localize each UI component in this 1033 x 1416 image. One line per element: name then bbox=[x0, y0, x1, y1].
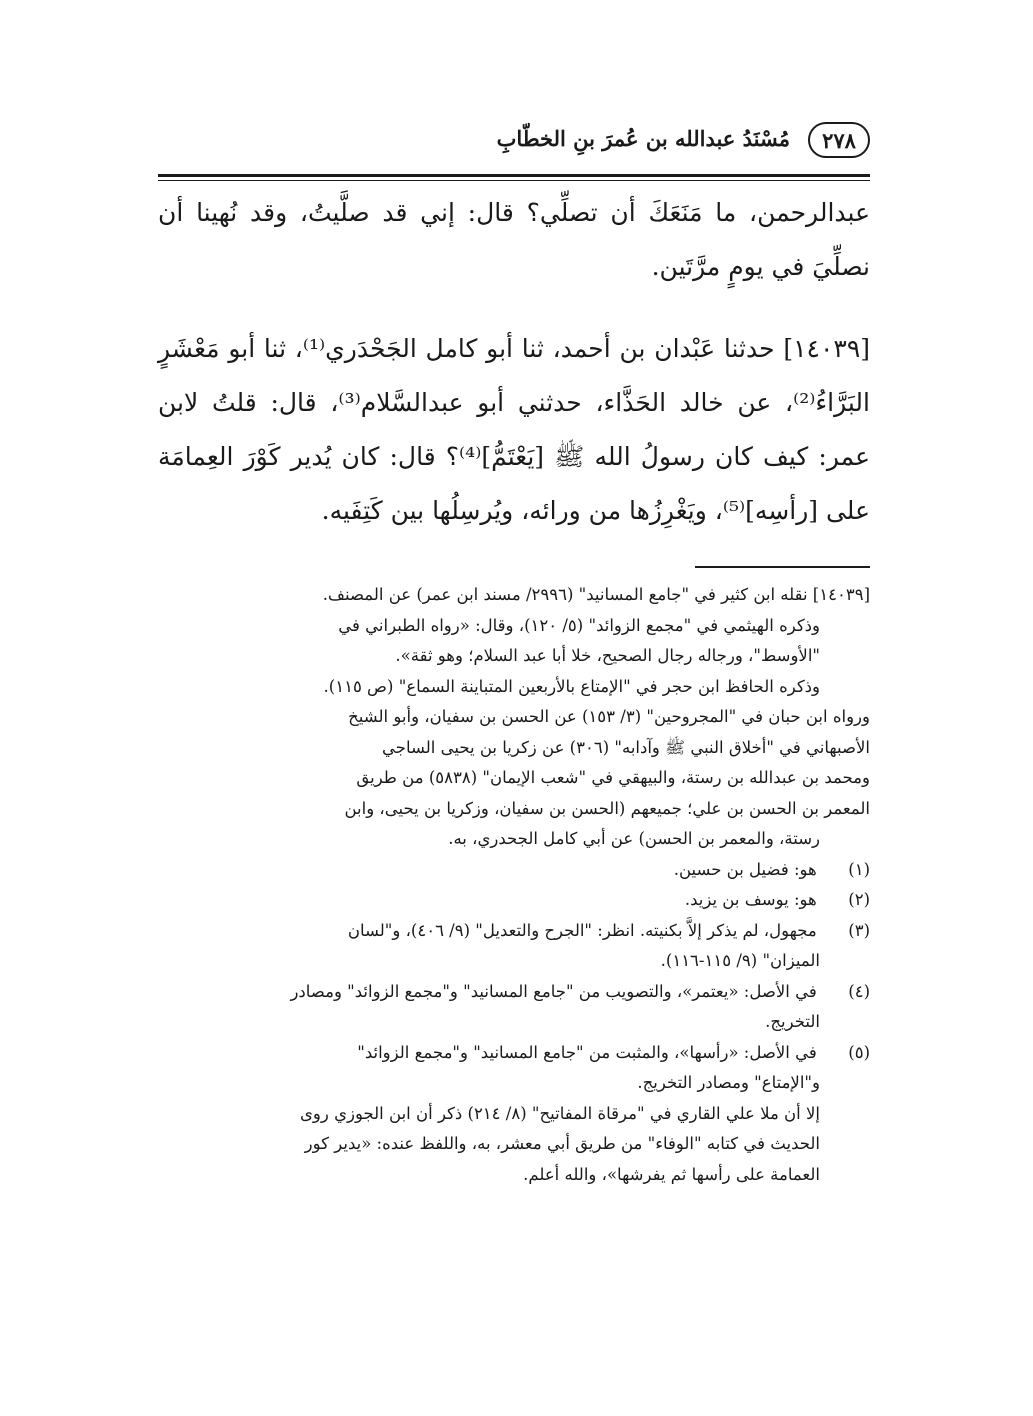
footnote-text: العمامة على رأسها ثم يفرشها»، والله أعلم. bbox=[523, 1164, 820, 1184]
hadith-paragraph: [١٤٠٣٩] حدثنا عَبْدان بن أحمد، ثنا أبو كامل الجَحْدَري⁽¹⁾، ثنا أبو مَعْشَرٍ البَرَّاءُ⁽²⁾، عن خالد الحَذَّاء، حدثني أبو عبدالسَّلام⁽³⁾، قال: قلتُ لابن عمر: كيف كان رسولُ الله ﷺ [يَعْتَمُّ]⁽⁴⁾؟ قال: كان يُدير كَوْرَ العِمامَة على [رأسِه]⁽⁵⁾، ويَغْرِزُها من ورائه، ويُرسِلُها بين كَتِفَيه. bbox=[158, 334, 871, 525]
footnotes bbox=[158, 580, 870, 1190]
footnote-number: (١) bbox=[848, 859, 870, 879]
header-rule-thin bbox=[158, 180, 870, 181]
footnote-separator bbox=[695, 566, 870, 568]
footnote-1 bbox=[158, 855, 870, 886]
footnote-text: في الأصل: «رأسها»، والمثبت من "جامع المسانيد" و"مجمع الزوائد" bbox=[357, 1042, 817, 1062]
footnote-4 bbox=[158, 977, 870, 1008]
footnote-text: مجهول، لم يذكر إلاَّ بكنيته. انظر: "الجرح والتعديل" (٩/ ٤٠٦)، و"لسان bbox=[347, 920, 817, 940]
main-text bbox=[158, 186, 870, 538]
footnote-text: و"الإمتاع" ومصادر التخريج. bbox=[637, 1073, 820, 1092]
footnote-line: وذكره الهيثمي في "مجمع الزوائد" (٥/ ١٢٠)، وقال: «رواه الطبراني في bbox=[338, 615, 820, 635]
paragraph-gap bbox=[158, 294, 870, 322]
footnote-line: الأصبهاني في "أخلاق النبي ﷺ وآدابه" (٣٠٦) عن زكريا بن يحيى الساجي bbox=[382, 737, 870, 757]
footnote-number: (٣) bbox=[848, 920, 870, 940]
page-header bbox=[158, 118, 870, 166]
footnote-line: ومحمد بن عبدالله بن رستة، والبيهقي في "شعب الإيمان" (٥٨٣٨) من طريق bbox=[356, 768, 870, 787]
footnote-number: (٢) bbox=[848, 890, 870, 909]
footnote-text: إلا أن ملا علي القاري في "مرقاة المفاتيح" (٨/ ٢١٤) ذكر أن ابن الجوزي روى bbox=[300, 1103, 820, 1123]
footnote-5 bbox=[158, 1038, 870, 1069]
footnote-text: التخريج. bbox=[765, 1012, 820, 1031]
footnote-text: الميزان" (٩/ ١١٥-١١٦). bbox=[660, 951, 820, 970]
footnote-text: في الأصل: «يعتمر»، والتصويب من "جامع المسانيد" و"مجمع الزوائد" ومصادر bbox=[290, 981, 817, 1001]
footnote-line: [١٤٠٣٩] نقله ابن كثير في "جامع المسانيد" (٢٩٩٦/ مسند ابن عمر) عن المصنف. bbox=[322, 585, 870, 604]
footnote-3 bbox=[158, 916, 870, 947]
footnote-number: (٤) bbox=[848, 981, 870, 1001]
footnote-text: الحديث في كتابه "الوفاء" من طريق أبي معشر، به، واللفظ عنده: «يدير كور bbox=[304, 1134, 820, 1153]
footnote-line: وذكره الحافظ ابن حجر في "الإمتاع بالأربعين المتباينة السماع" (ص ١١٥). bbox=[323, 676, 820, 696]
footnote-line: المعمر بن الحسن بن علي؛ جميعهم (الحسن بن سفيان، وزكريا بن يحيى، وابن bbox=[344, 798, 870, 818]
page-number: ٢٧٨ bbox=[808, 122, 870, 158]
running-title: مُسْنَدُ عبدالله بن عُمرَ بنِ الخطّابِ bbox=[496, 126, 790, 151]
footnote-2 bbox=[158, 885, 870, 916]
footnote-text: هو: يوسف بن يزيد. bbox=[684, 890, 817, 909]
header-rule-thick bbox=[158, 174, 870, 177]
footnote-line: رستة، والمعمر بن الحسن) عن أبي كامل الجحدري، به. bbox=[448, 829, 820, 848]
footnote-text: هو: فضيل بن حسين. bbox=[673, 859, 817, 879]
footnote-number: (٥) bbox=[848, 1042, 870, 1062]
paragraph-continuation: عبدالرحمن، ما مَنَعَكَ أن تصلِّي؟ قال: إني قد صلَّيتُ، وقد نُهينا أن نصلِّيَ في يومٍ مرَّتَين. bbox=[158, 198, 870, 281]
footnote-line: ورواه ابن حبان في "المجروحين" (٣/ ١٥٣) عن الحسن بن سفيان، وأبو الشيخ bbox=[348, 707, 870, 726]
footnote-line: "الأوسط"، ورجاله رجال الصحيح، خلا أبا عبد السلام؛ وهو ثقة». bbox=[395, 646, 820, 665]
